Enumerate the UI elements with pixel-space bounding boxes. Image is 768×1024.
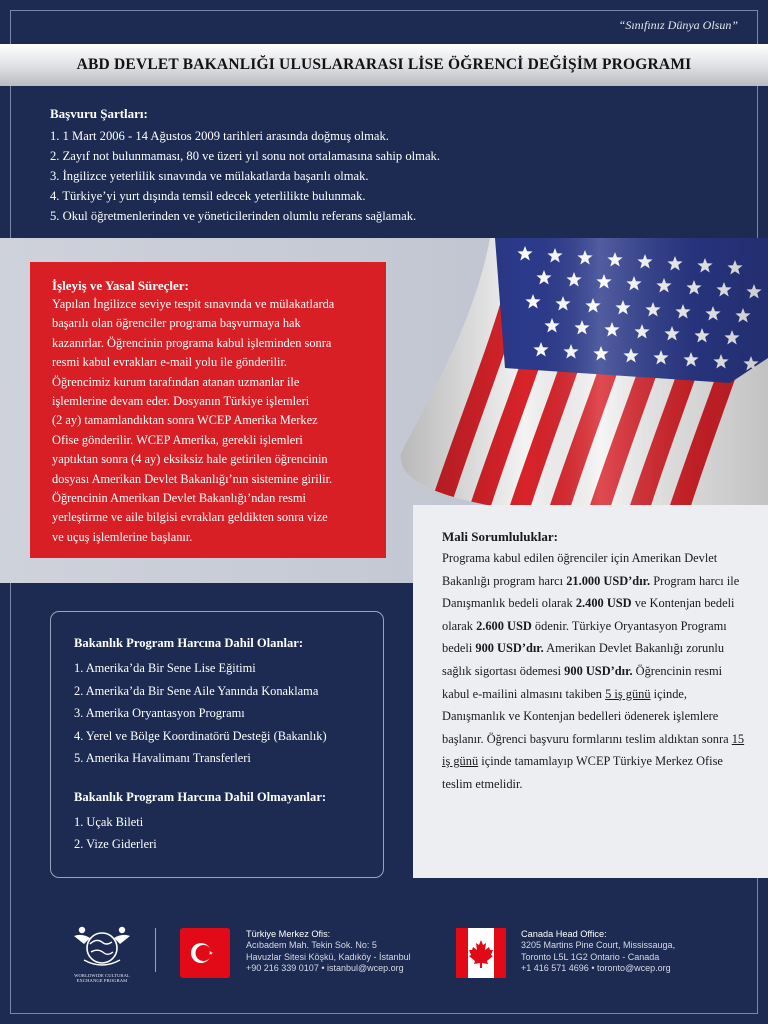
text-line: dosyası Amerikan Devlet Bakanlığı’nın sistemine girilir. (52, 471, 333, 486)
included-heading: Bakanlık Program Harcına Dahil Olanlar: (74, 636, 304, 650)
globe-people-icon (70, 922, 134, 968)
text-line: (2 ay) tamamlandıktan sonra WCEP Amerika Merkez (52, 413, 318, 428)
turkey-office (246, 929, 411, 975)
fee-amount: 21.000 USD’dır. (566, 573, 651, 588)
page-title: ABD DEVLET BAKANLIĞI ULUSLARARASI LİSE ÖĞRENCİ DEĞİŞİM PROGRAMI (76, 56, 692, 73)
list-item: 2. Vize Giderleri (74, 837, 157, 851)
list-item: 3. İngilizce yeterlilik sınavında ve mülakatlarda başarılı olmak. (50, 169, 369, 183)
list-item: 4. Türkiye’yi yurt dışında temsil edecek yeterlilikte bulunmak. (50, 189, 366, 203)
text-line: Yapılan İngilizce seviye tespit sınavında ve mülakatlarda (52, 297, 335, 311)
office-contact[interactable]: +1 416 571 4696 • toronto@wcep.org (521, 963, 671, 974)
office-title: Canada Head Office: (521, 929, 607, 939)
list-item: 2. Zayıf not bulunmaması, 80 ve üzeri yıl sonu not ortalamasına sahip olmak. (50, 149, 440, 163)
logo-caption: EXCHANGE PROGRAM (76, 978, 128, 984)
fee-amount: 2.600 USD (476, 618, 532, 633)
list-item: 5. Okul öğretmenlerinden ve yöneticilerinden olumlu referans sağlamak. (50, 209, 417, 223)
title-banner (0, 44, 768, 86)
deadline: 15 iş günü (442, 731, 745, 769)
wcep-logo (70, 922, 134, 984)
tagline: “Sınıfınız Dünya Olsun” (615, 18, 742, 33)
list-item: 3. Amerika Oryantasyon Programı (74, 706, 245, 720)
text-line: kazanırlar. Öğrencinin programa kabul işleminden sonra (52, 335, 332, 350)
requirements-section (50, 106, 730, 226)
deadline: 5 iş günü (605, 686, 651, 701)
requirements-list (50, 126, 730, 226)
office-contact[interactable]: +90 216 339 0107 • istanbul@wcep.org (246, 963, 404, 974)
text-line: Öğrencimiz kurum tarafından atanan uzmanlar ile (52, 374, 300, 389)
office-address: Acıbadem Mah. Tekin Sok. No: 5 (246, 940, 377, 951)
finance-heading: Mali Sorumluluklar: (442, 529, 558, 544)
included-box (50, 611, 384, 878)
excluded-list (74, 811, 363, 856)
office-title: Türkiye Merkez Ofis: (246, 929, 331, 939)
process-text (52, 295, 366, 547)
text-line: başarılı olan öğrenciler programa başvurmaya hak (52, 316, 301, 331)
list-item: 1. Amerika’da Bir Sene Lise Eğitimi (74, 661, 256, 675)
included-list (74, 657, 363, 770)
text-line: Ofise gönderilir. WCEP Amerika, gerekli işlemleri (52, 432, 303, 447)
process-box (30, 262, 386, 558)
text-line: Öğrencinin Amerikan Devlet Bakanlığı’ndan resmi (52, 491, 306, 506)
fee-amount: 900 USD’dır. (475, 641, 544, 656)
canada-office (521, 929, 675, 975)
list-item: 5. Amerika Havalimanı Transferleri (74, 751, 251, 765)
text-line: yaptıktan sonra (4 ay) eksiksiz hale getirilen öğrencinin (52, 452, 328, 467)
office-address: 3205 Martins Pine Court, Mississauga, (521, 940, 676, 951)
fee-amount: 2.400 USD (575, 596, 632, 611)
list-item: 1. 1 Mart 2006 - 14 Ağustos 2009 tarihleri arasında doğmuş olmak. (50, 129, 389, 143)
office-address: Toronto L5L 1G2 Ontario - Canada (521, 951, 660, 962)
logo-caption: WORLDWIDE CULTURAL (74, 973, 130, 978)
excluded-heading: Bakanlık Program Harcına Dahil Olmayanlar: (74, 789, 327, 804)
text-line: yerleştirme ve aile bilgisi evrakları geldikten sonra vize (52, 510, 328, 525)
turkey-flag-icon (180, 928, 230, 978)
finance-box (413, 505, 768, 878)
office-address: Havuzlar Sitesi Köşkü, Kadıköy - İstanbul (246, 951, 411, 962)
footer (0, 918, 768, 988)
fee-amount: 900 USD’dır. (564, 663, 633, 678)
list-item: 4. Yerel ve Bölge Koordinatörü Desteği (Bakanlık) (74, 728, 327, 743)
divider (155, 928, 156, 972)
list-item: 1. Uçak Bileti (74, 814, 144, 829)
canada-flag-icon (456, 928, 506, 978)
list-item: 2. Amerika’da Bir Sene Aile Yanında Konaklama (74, 683, 319, 698)
process-heading: İşleyiş ve Yasal Süreçler: (52, 278, 189, 293)
requirements-heading: Başvuru Şartları: (50, 106, 148, 121)
text-line: ve uçuş işlemlerine başlanır. (52, 529, 193, 544)
text-line: işlemlerine devam eder. Dosyanın Türkiye işlemleri (52, 394, 310, 409)
finance-text: Programa kabul edilen öğrenciler için Amerikan Devlet Bakanlığı program harcı 21.000 USD’dır. Program harcı ile Danışmanlık bedeli olarak 2.400 USD ve Kontenjan bedeli olarak 2.600 USD ödenir. Türkiye Oryantasyon Programı bedeli 900 USD’dır. Amerikan Devlet Bakanlığı zorunlu sağlık sigortası ödemesi 900 USD’dır. Öğrencinin resmi kabul e-mailini almasını takiben 5 iş günü içinde, Danışmanlık ve Kontenjan bedelleri ödenerek işlemlere başlanır. Öğrenci başvuru formlarını teslim aldıktan sonra 15 iş günü içinde tamamlayıp WCEP Türkiye Merkez Ofise teslim etmelidir. (442, 551, 745, 791)
text-line: resmi kabul evrakları e-mail yolu ile gönderilir. (52, 355, 288, 370)
